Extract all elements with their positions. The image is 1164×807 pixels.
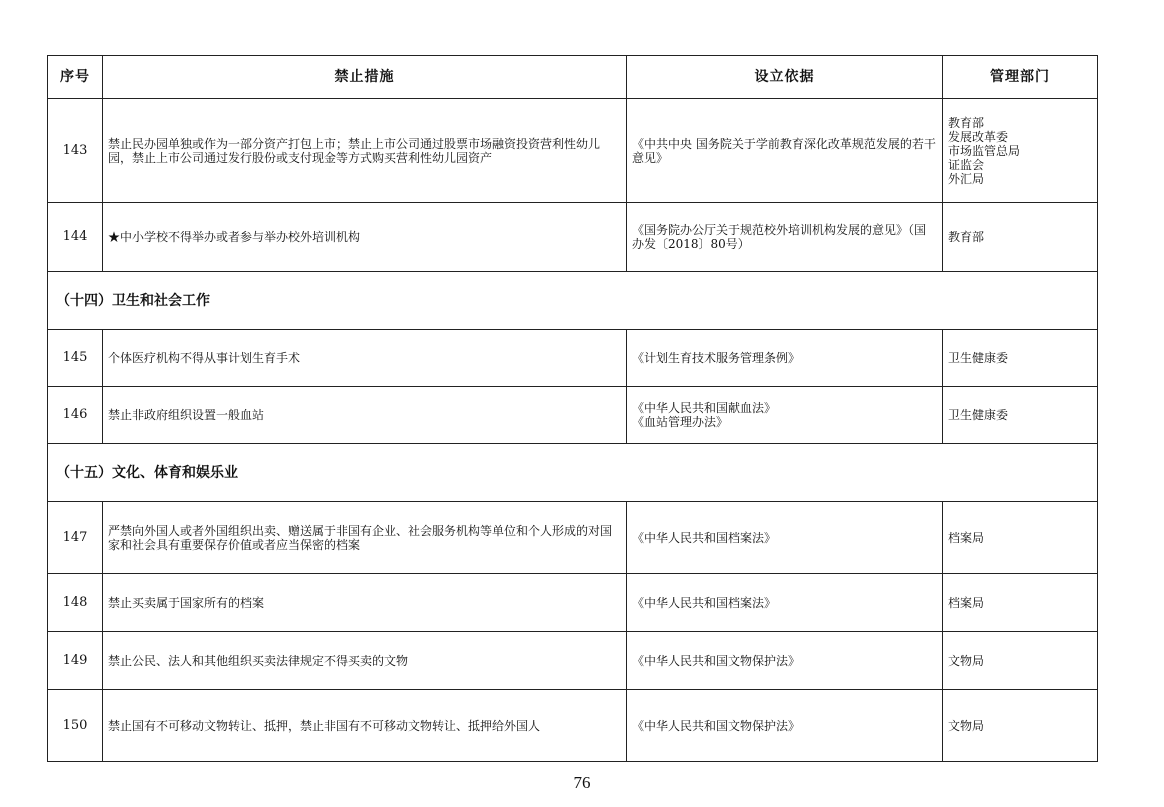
basis-cell: [627, 387, 943, 444]
dept-line: 文物局: [948, 653, 985, 668]
header-measure: 禁止措施: [103, 56, 627, 99]
table-row: [48, 502, 1098, 574]
dept-line: 卫生健康委: [948, 408, 1009, 422]
dept-line: 文物局: [948, 718, 985, 733]
basis-line: 《中华人民共和国文物保护法》: [632, 653, 801, 668]
header-no: 序号: [48, 56, 103, 99]
basis-line: 《中华人民共和国档案法》: [632, 530, 777, 545]
dept-line: 市场监管总局: [948, 143, 1021, 158]
measure-cell: 禁止买卖属于国家所有的档案: [103, 574, 627, 632]
basis-cell: [627, 632, 943, 690]
section-title: （十四）卫生和社会工作: [48, 272, 1098, 330]
dept-cell: [943, 574, 1098, 632]
row-number: 144: [48, 203, 103, 272]
table-row: [48, 574, 1098, 632]
section-title: （十五）文化、体育和娱乐业: [48, 444, 1098, 502]
table-header-row: [48, 56, 1098, 99]
basis-cell: [627, 203, 943, 272]
basis-cell: [627, 574, 943, 632]
dept-line: 证监会: [948, 157, 985, 172]
row-number: 150: [48, 690, 103, 762]
table-body: [48, 99, 1098, 762]
dept-cell: [943, 99, 1098, 203]
measure-cell: 禁止国有不可移动文物转让、抵押，禁止非国有不可移动文物转让、抵押给外国人: [103, 690, 627, 762]
dept-line: 教育部: [948, 230, 985, 244]
table-row: [48, 632, 1098, 690]
measure-cell: 禁止公民、法人和其他组织买卖法律规定不得买卖的文物: [103, 632, 627, 690]
dept-line: 档案局: [948, 530, 985, 545]
basis-cell: [627, 330, 943, 387]
basis-line: 《中华人民共和国档案法》: [632, 595, 777, 610]
basis-cell: [627, 690, 943, 762]
table-row: [48, 99, 1098, 203]
dept-cell: [943, 330, 1098, 387]
row-number: 146: [48, 387, 103, 444]
basis-line: 《中华人民共和国文物保护法》: [632, 718, 801, 733]
dept-line: 卫生健康委: [948, 351, 1009, 365]
table-row: [48, 203, 1098, 272]
measure-cell: 严禁向外国人或者外国组织出卖、赠送属于非国有企业、社会服务机构等单位和个人形成的对国家和社会具有重要保存价值或者应当保密的档案: [103, 502, 627, 574]
table-row: [48, 387, 1098, 444]
basis-line: 《血站管理办法》: [632, 415, 729, 429]
dept-line: 教育部: [948, 115, 985, 130]
dept-cell: [943, 632, 1098, 690]
header-basis: 设立依据: [627, 56, 943, 99]
measure-cell: 个体医疗机构不得从事计划生育手术: [103, 330, 627, 387]
row-number: 143: [48, 99, 103, 203]
dept-cell: [943, 502, 1098, 574]
dept-line: 发展改革委: [948, 129, 1009, 144]
measure-cell: 禁止非政府组织设置一般血站: [103, 387, 627, 444]
basis-line: 《中共中央 国务院关于学前教育深化改革规范发展的若干意见》: [632, 136, 936, 165]
section-row: [48, 444, 1098, 502]
row-number: 149: [48, 632, 103, 690]
dept-cell: [943, 690, 1098, 762]
basis-line: 《计划生育技术服务管理条例》: [632, 351, 801, 365]
section-row: [48, 272, 1098, 330]
basis-line: 《国务院办公厅关于规范校外培训机构发展的意见》（国办发〔2018〕80号）: [632, 223, 927, 251]
prohibition-table: [47, 55, 1098, 762]
basis-cell: [627, 502, 943, 574]
measure-cell: ★中小学校不得举办或者参与举办校外培训机构: [103, 203, 627, 272]
dept-cell: [943, 203, 1098, 272]
row-number: 148: [48, 574, 103, 632]
dept-line: 档案局: [948, 595, 985, 610]
header-dept: 管理部门: [943, 56, 1098, 99]
basis-line: 《中华人民共和国献血法》: [632, 401, 777, 415]
dept-cell: [943, 387, 1098, 444]
basis-cell: [627, 99, 943, 203]
page-number: 76: [573, 773, 591, 792]
row-number: 147: [48, 502, 103, 574]
table-row: [48, 690, 1098, 762]
row-number: 145: [48, 330, 103, 387]
measure-cell: 禁止民办园单独或作为一部分资产打包上市；禁止上市公司通过股票市场融资投资营利性幼儿园，禁止上市公司通过发行股份或支付现金等方式购买营利性幼儿园资产: [103, 99, 627, 203]
table-row: [48, 330, 1098, 387]
dept-line: 外汇局: [948, 171, 985, 186]
